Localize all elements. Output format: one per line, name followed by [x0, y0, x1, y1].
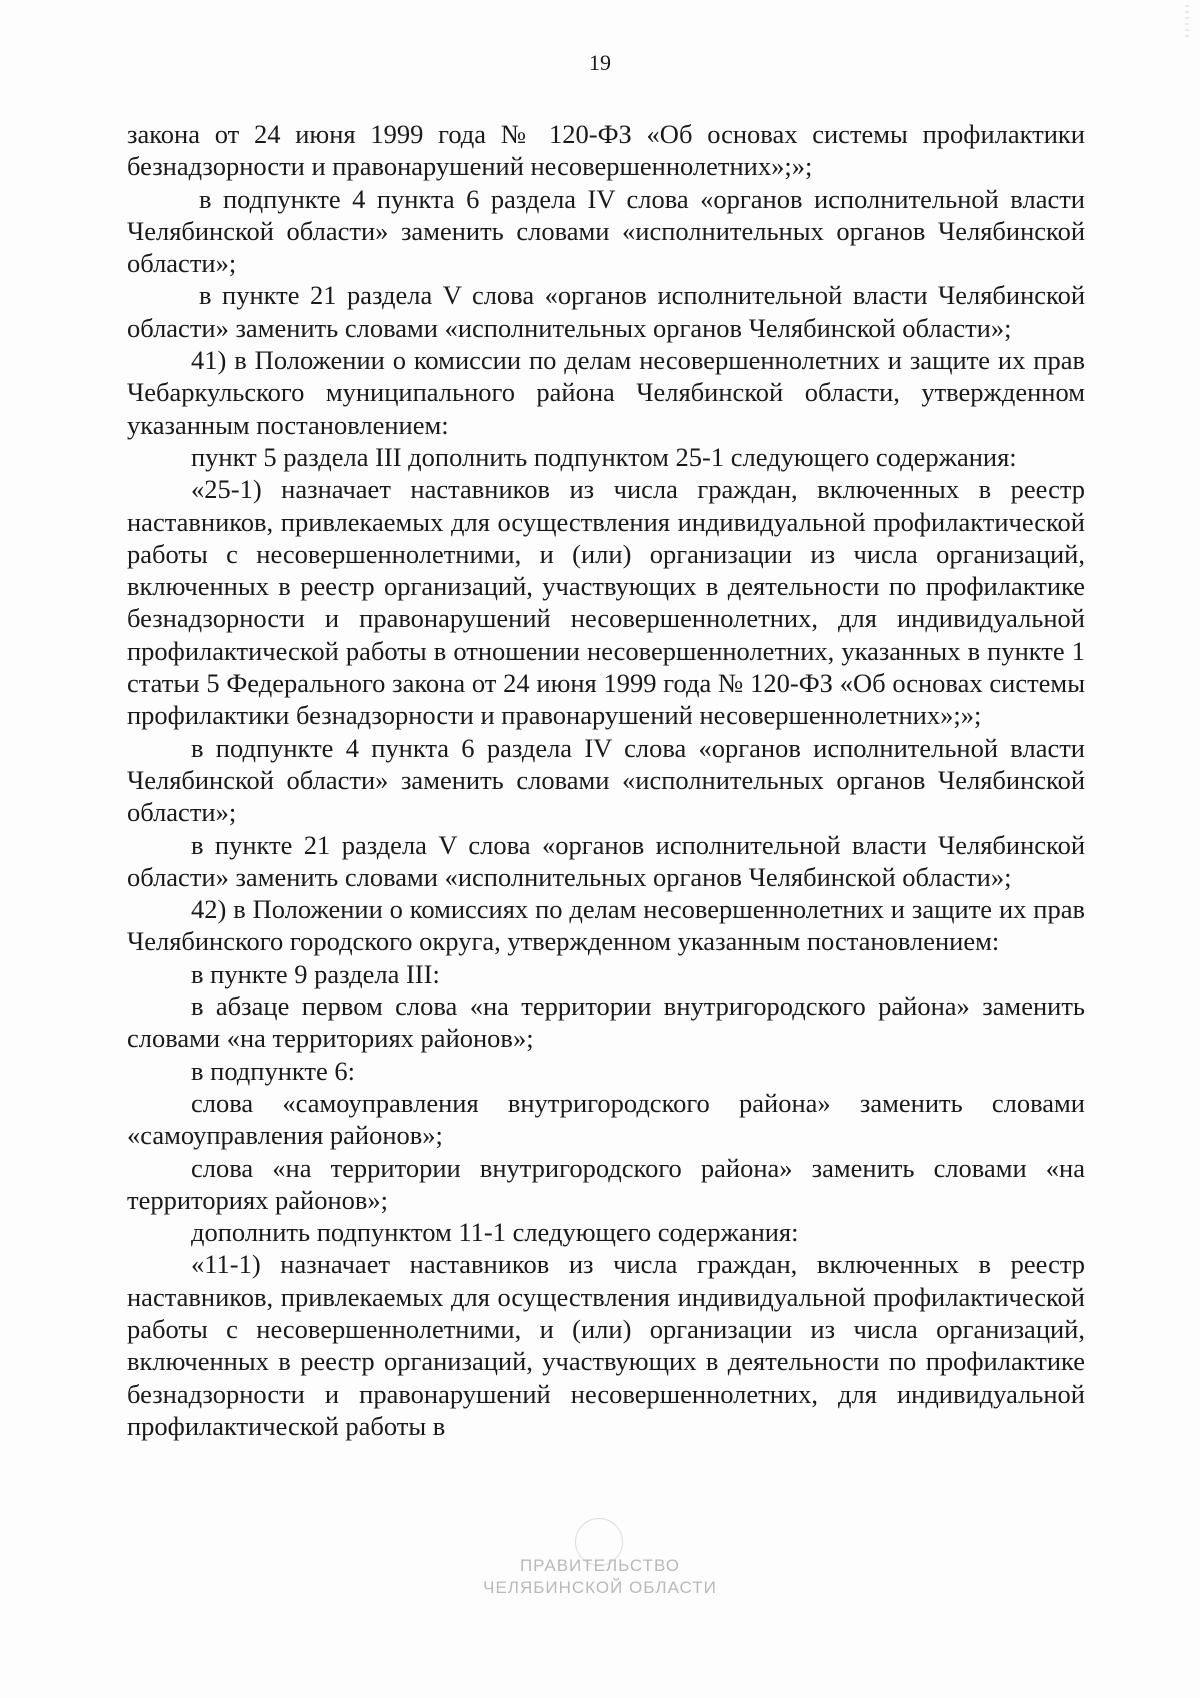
stamp-line: ПРАВИТЕЛЬСТВО	[519, 1556, 681, 1575]
page-number: 19	[589, 50, 611, 75]
paragraph: 41) в Положении о комиссии по делам несовершеннолетних и защите их прав Чебаркульского муниципального района Челябинской области, утвержденном указанным постановлением:	[127, 345, 1085, 440]
paragraph: в пункте 9 раздела III:	[191, 958, 440, 989]
paragraph: слова «на территории внутригородского района» заменить словами «на территориях районов»;	[127, 1152, 1085, 1215]
stamp-line: ЧЕЛЯБИНСКОЙ ОБЛАСТИ	[483, 1578, 717, 1597]
paragraph: слова «самоуправления внутригородского района» заменить словами «самоуправления районов»;	[127, 1087, 1085, 1151]
paragraph: в подпункте 4 пункта 6 раздела IV слова «органов исполнительной власти Челябинской области» заменить словами «исполнительных органов Челябинской области»;	[127, 732, 1085, 828]
paragraph: «25-1) назначает наставников из числа граждан, включенных в реестр наставников, привлекаемых для осуществления индивидуальной профилактической работы с несовершеннолетними, и (или) организации из числа организаций, включенных в реестр организаций, участвующих в деятельности по профилактике безнадзорности и правонарушений несовершеннолетних, для индивидуальной профилактической работы в отношении несовершеннолетних, указанных в пункте 1 статьи 5 Федерального закона от 24 июня 1999 года № 120-ФЗ «Об основах системы профилактики безнадзорности и правонарушений несовершеннолетних»;»;	[127, 474, 1085, 731]
scan-edge-mark-icon	[1182, 4, 1192, 64]
paragraph: «11-1) назначает наставников из числа граждан, включенных в реестр наставников, привлекаемых для осуществления индивидуальной профилактической работы с несовершеннолетними, и (или) организации из числа организаций, включенных в реестр организаций, участвующих в деятельности по профилактике безнадзорности и правонарушений несовершеннолетних, для индивидуальной профилактической работы в	[127, 1249, 1085, 1441]
paragraph: закона от 24 июня 1999 года № 120-ФЗ «Об основах системы профилактики безнадзорности и правонарушений несовершеннолетних»;»;	[127, 119, 1085, 182]
paragraph: в абзаце первом слова «на территории внутригородского района» заменить словами «на территориях районов»;	[127, 991, 1085, 1054]
paragraph: в подпункте 4 пункта 6 раздела IV слова «органов исполнительной власти Челябинской области» заменить словами «исполнительных органов Челябинской области»;	[127, 183, 1085, 279]
paragraph: в пункте 21 раздела V слова «органов исполнительной власти Челябинской области» заменить словами «исполнительных органов Челябинской области»;	[127, 829, 1085, 892]
government-stamp	[420, 1555, 780, 1599]
document-body	[127, 118, 1085, 1442]
paragraph: дополнить подпунктом 11-1 следующего содержания:	[191, 1217, 799, 1248]
paragraph: пункт 5 раздела III дополнить подпунктом 25-1 следующего содержания:	[191, 441, 1017, 472]
paragraph: 42) в Положении о комиссиях по делам несовершеннолетних и защите их прав Челябинского городского округа, утвержденном указанным постановлением:	[127, 894, 1085, 957]
paragraph: в подпункте 6:	[191, 1055, 356, 1086]
paragraph: в пункте 21 раздела V слова «органов исполнительной власти Челябинской области» заменить словами «исполнительных органов Челябинской области»;	[127, 280, 1085, 343]
